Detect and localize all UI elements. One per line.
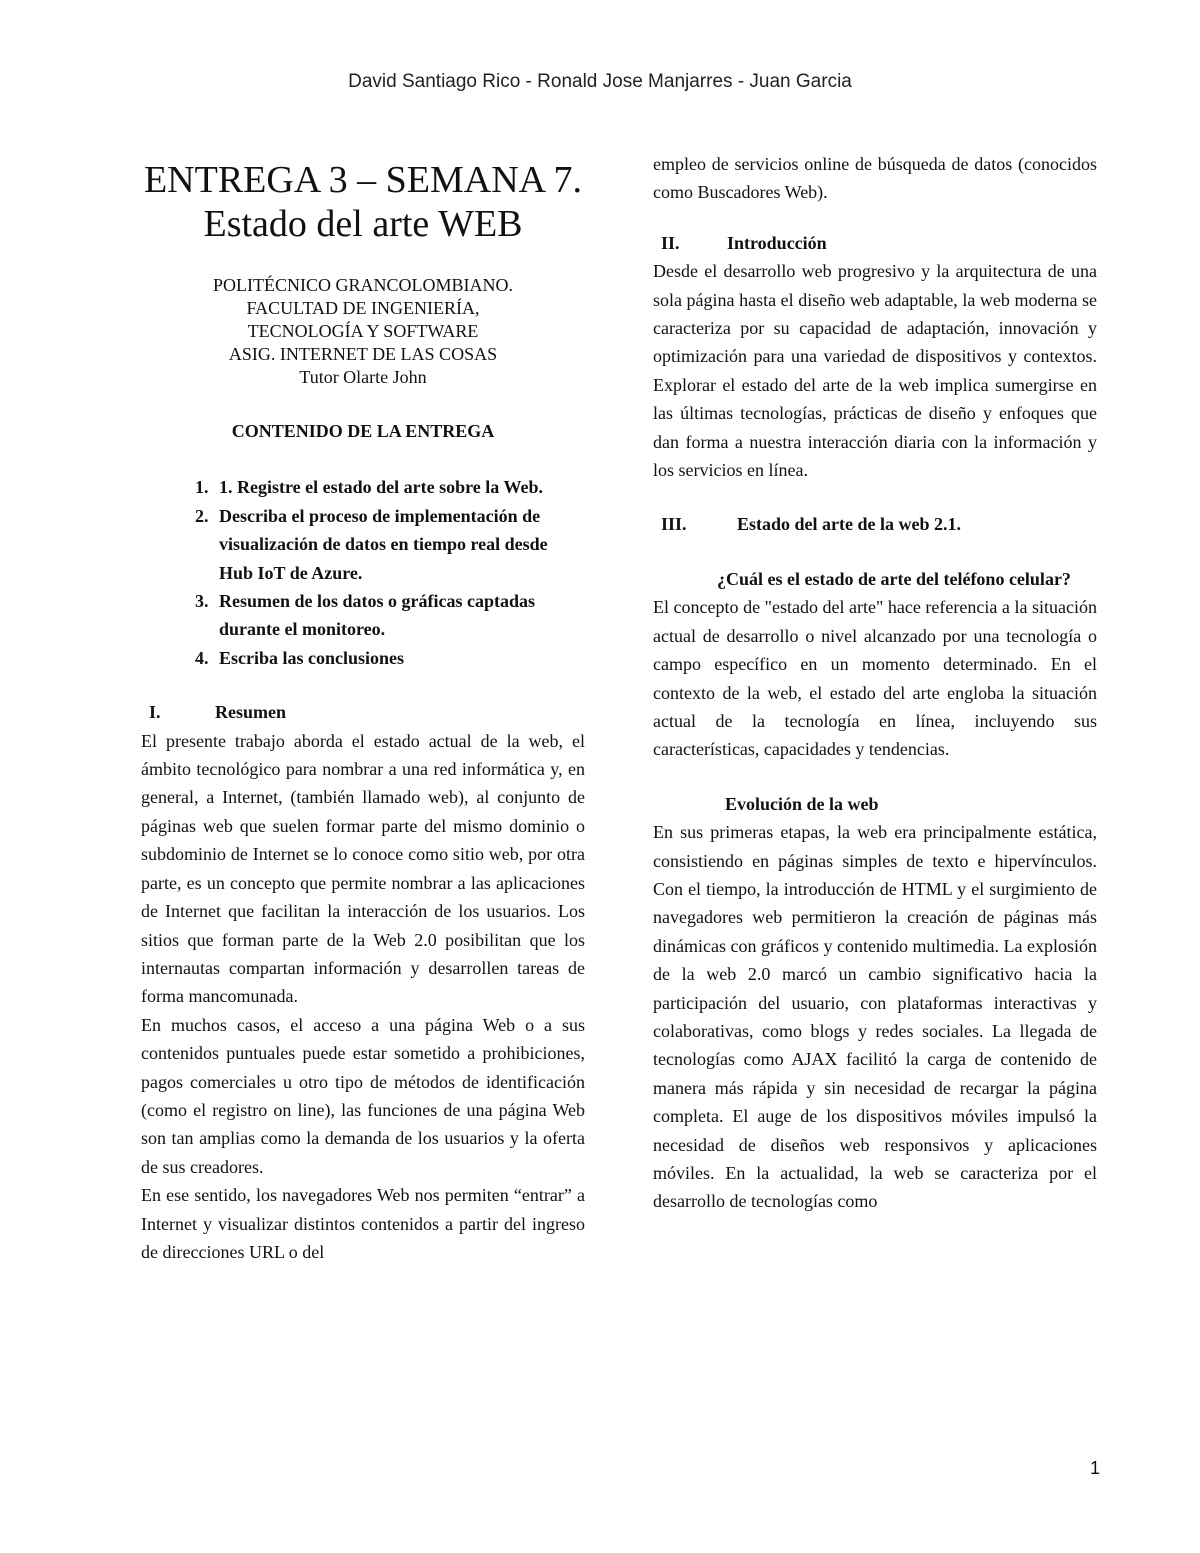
introduccion-paragraph: Desde el desarrollo web progresivo y la arquitectura de una sola página hasta el diseño web adaptable, la web moderna se caracteriza por su capacidad de adaptación, innovación y optimización para una variedad de dispositivos y contextos. Explorar el estado del arte de la web implica sumergirse en las últimas tecnologías, prácticas de diseño y enfoques que dan forma a nuestra interacción diaria con la información y los servicios en línea.: [653, 261, 1097, 481]
section-heading-estado: [653, 510, 1097, 538]
list-item: 2. Describa el proceso de implementación de visualización de datos en tiempo real desde Hub IoT de Azure.: [213, 502, 585, 587]
section-heading-resumen: [141, 698, 585, 726]
affiliation-line: POLITÉCNICO GRANCOLOMBIANO.: [213, 275, 513, 295]
section-number: II.: [661, 232, 680, 253]
contenido-heading: CONTENIDO DE LA ENTREGA: [231, 421, 495, 441]
page-header-authors: David Santiago Rico - Ronald Jose Manjarres - Juan Garcia: [348, 71, 852, 92]
section-title: Estado del arte de la web 2.1.: [737, 514, 961, 535]
affiliation-line: FACULTAD DE INGENIERÍA,: [246, 298, 480, 318]
section-number: I.: [149, 702, 161, 723]
left-column: [141, 150, 585, 1266]
resumen-paragraph-3: En ese sentido, los navegadores Web nos permiten “entrar” a Internet y visualizar distintos contenidos a partir del ingreso de direcciones URL o del: [141, 1185, 585, 1262]
title-line-2: Estado del arte WEB: [203, 203, 523, 245]
page-number: 1: [1089, 1458, 1100, 1478]
document-title: [141, 158, 585, 246]
subheading-question: ¿Cuál es el estado de arte del teléfono celular?: [717, 568, 1071, 589]
evolucion-paragraph: En sus primeras etapas, la web era principalmente estática, consistiendo en páginas simples de texto e hipervínculos. Con el tiempo, la introducción de HTML y el surgimiento de navegadores web permitieron la creación de páginas más dinámicas con gráficos y contenido multimedia. La explosión de la web 2.0 marcó un cambio significativo hacia la participación del usuario, con plataformas interactivas y colaborativas, como blogs y redes sociales. La llegada de tecnologías como AJAX facilitó la carga de contenido de manera más rápida y sin necesidad de recargar la página completa. El auge de los dispositivos móviles impulsó la necesidad de diseños web responsivos y aplicaciones móviles. En la actualidad, la web se caracteriza por el desarrollo de tecnologías como: [653, 822, 1097, 1212]
contenido-list: [141, 473, 585, 672]
right-column: [653, 150, 1097, 1216]
section-title: Introducción: [727, 232, 827, 253]
resumen-paragraph-2: En muchos casos, el acceso a una página Web o a sus contenidos puntuales puede estar sometido a prohibiciones, pagos comerciales u otro tipo de métodos de identificación (como el registro on line), las funciones de una página Web son tan amplias como la demanda de los usuarios y la oferta de sus creadores.: [141, 1014, 585, 1177]
list-item: 1. 1. Registre el estado del arte sobre la Web.: [213, 473, 585, 501]
subheading-evolucion: Evolución de la web: [725, 793, 879, 814]
section-number: III.: [661, 514, 687, 535]
section-heading-introduccion: [653, 229, 1097, 257]
list-item: 4. Escriba las conclusiones: [213, 644, 585, 672]
affiliation-line: ASIG. INTERNET DE LAS COSAS: [228, 344, 498, 364]
tutor-line: Tutor Olarte John: [299, 367, 427, 387]
list-item: 3. Resumen de los datos o gráficas captadas durante el monitoreo.: [213, 587, 585, 644]
resumen-paragraph-1: El presente trabajo aborda el estado actual de la web, el ámbito tecnológico para nombrar a una red informática y, en general, a Internet, (también llamado web), al conjunto de páginas web que suelen formar parte del mismo dominio o subdominio de Internet se lo conoce como sitio web, por otra parte, es un concepto que permite nombrar a las aplicaciones de Internet que facilitan la interacción de los usuarios. Los sitios que forman parte de la Web 2.0 posibilitan que los internautas compartan información y desarrollen tareas de forma mancomunada.: [141, 730, 585, 1007]
estado-paragraph: El concepto de "estado del arte" hace referencia a la situación actual de desarrollo o nivel alcanzado por una tecnología o campo específico en un momento determinado. En el contexto de la web, el estado del arte engloba la situación actual de la tecnología en línea, incluyendo sus características, capacidades y tendencias.: [653, 597, 1097, 760]
affiliation-line: TECNOLOGÍA Y SOFTWARE: [247, 321, 479, 341]
resumen-paragraph-3-continued: empleo de servicios online de búsqueda de datos (conocidos como Buscadores Web).: [653, 154, 1097, 203]
section-title: Resumen: [215, 702, 286, 723]
title-line-1: ENTREGA 3 – SEMANA 7.: [143, 159, 583, 201]
affiliation-block: [141, 274, 585, 389]
